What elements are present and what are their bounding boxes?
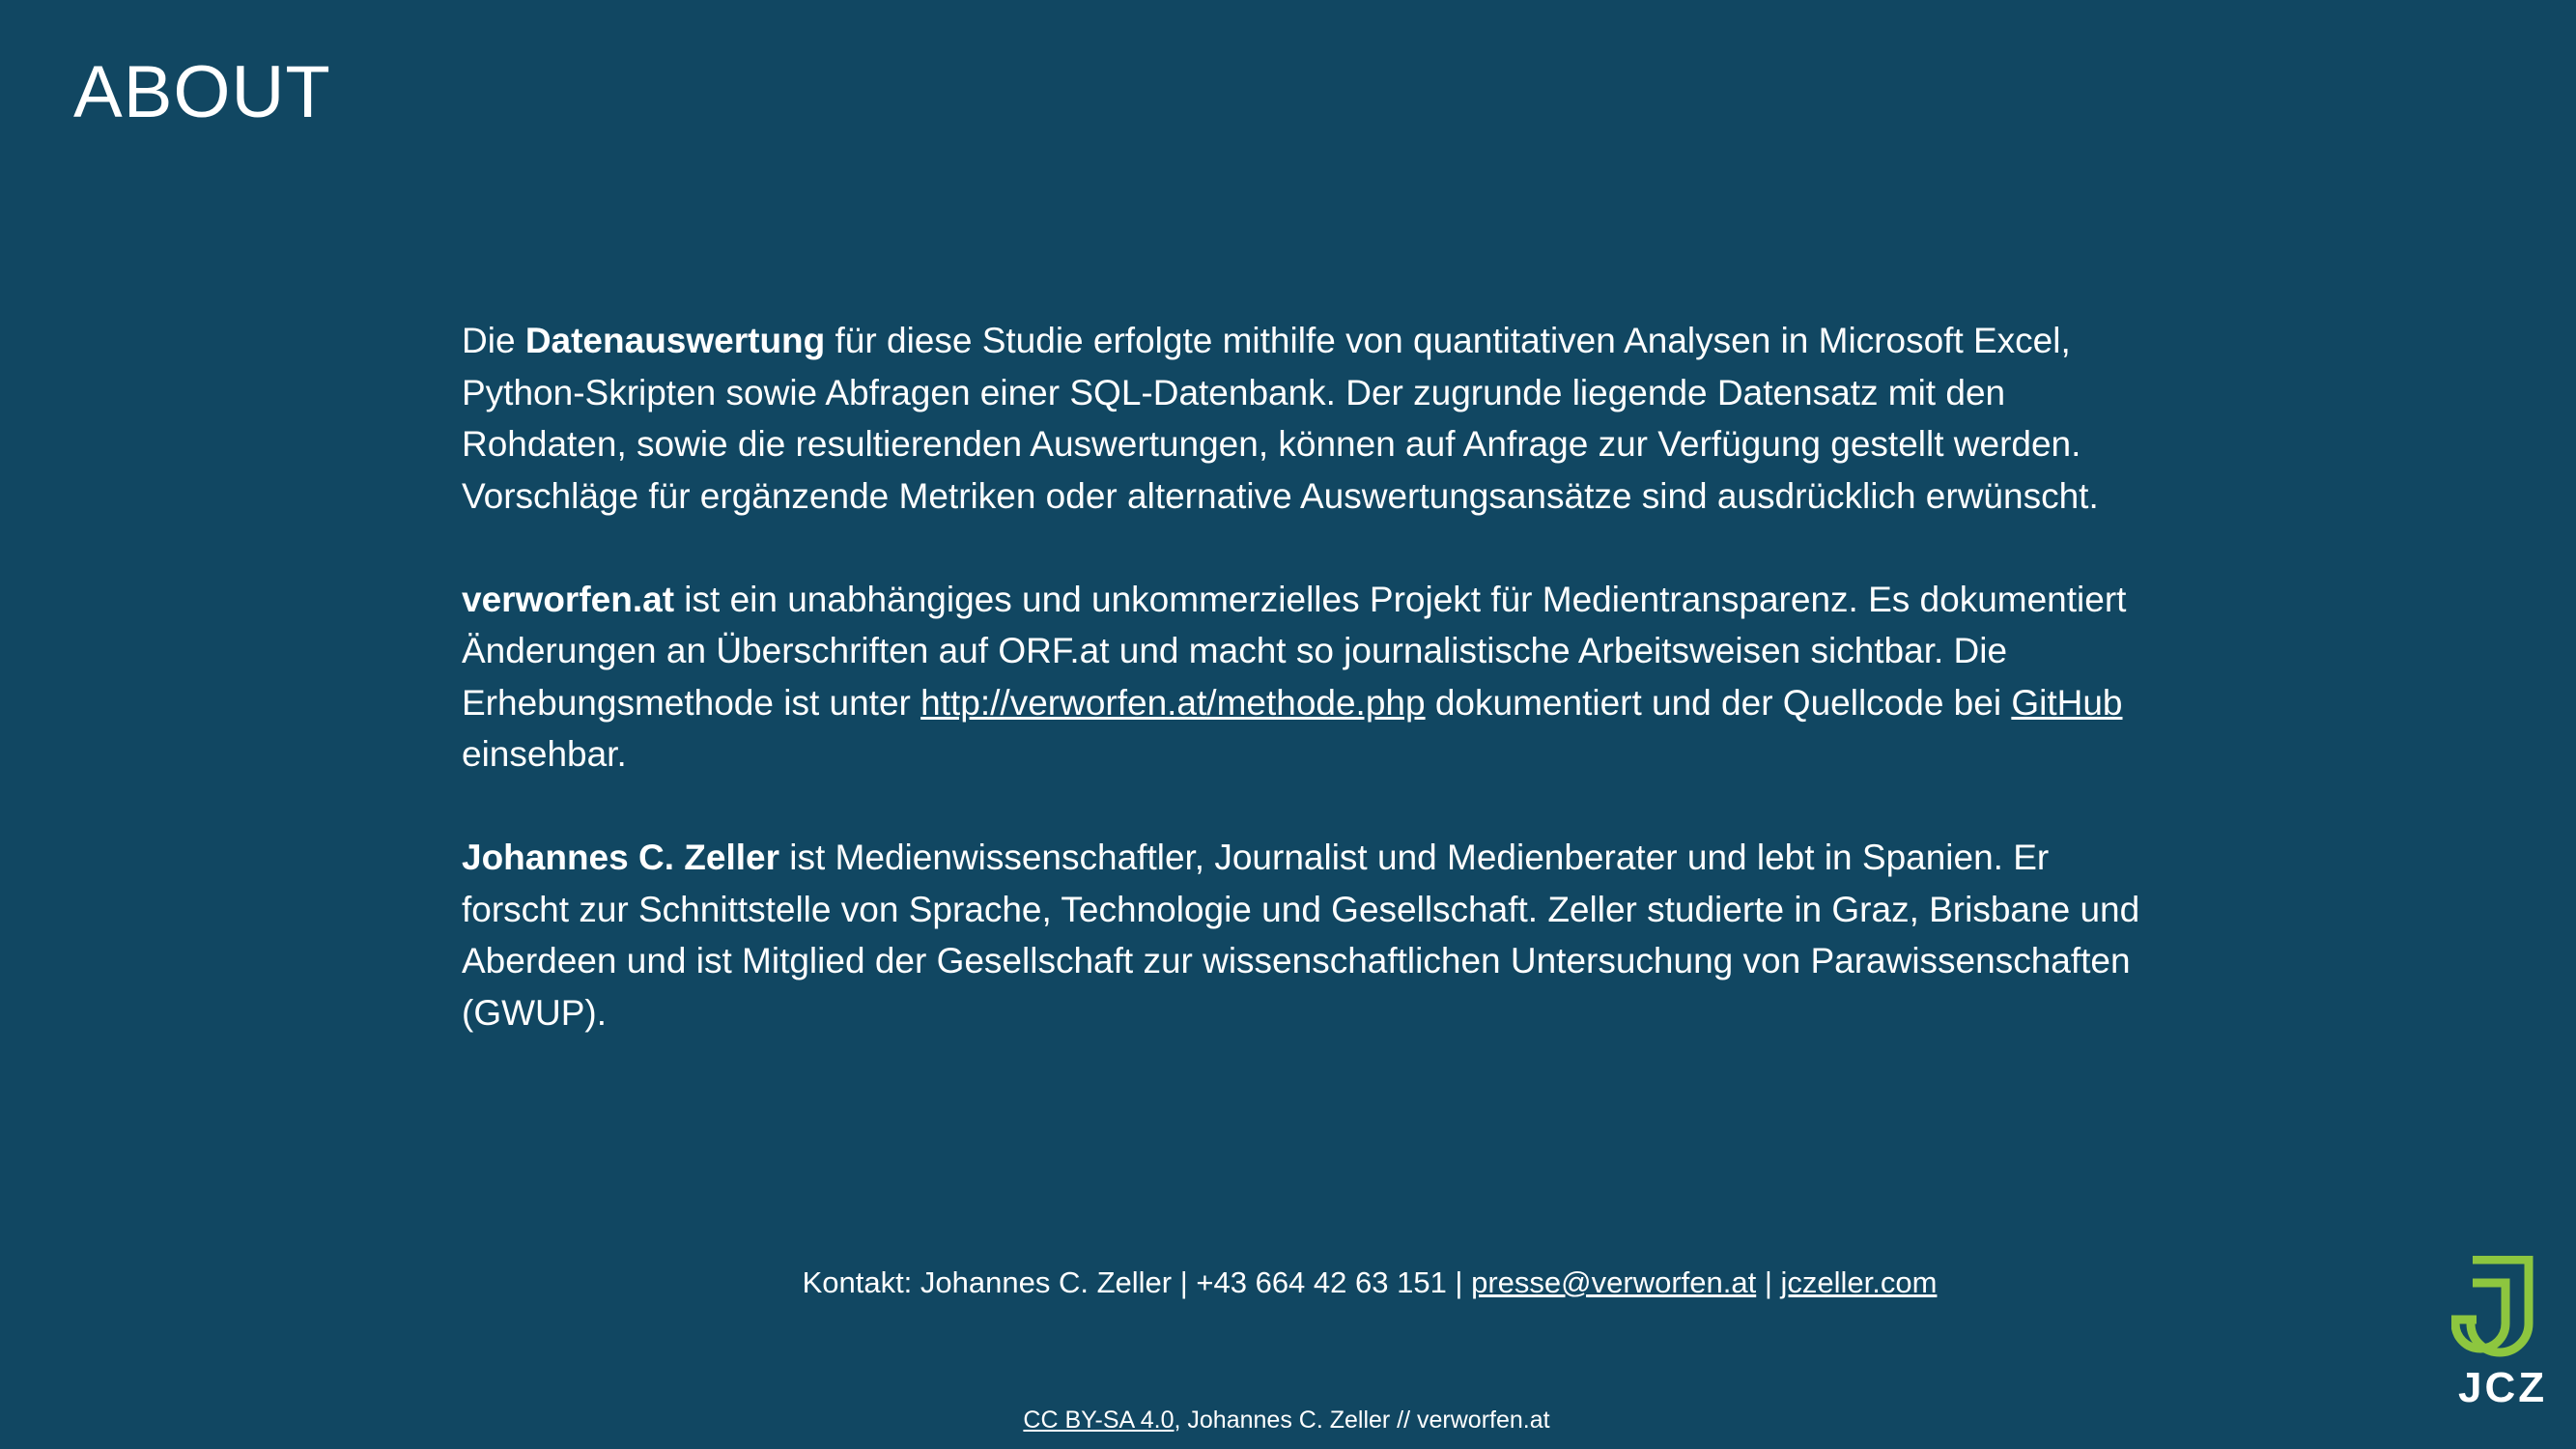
license-footer	[0, 1406, 2573, 1435]
text: einsehbar.	[462, 734, 627, 774]
text: für diese Studie erfolgte mithilfe von quantitativen Analysen in Microsoft Excel, Python-Skripten sowie Abfragen einer SQL-Datenbank. Der zugrunde liegende Datensatz mit den Rohdaten, sowie die resultierenden Auswertungen, können auf Anfrage zur Verfügung gestellt werden. Vorschläge für ergänzende Metriken oder alternative Auswertungsansätze sind ausdrücklich erwünscht.	[462, 321, 2099, 516]
text: Die	[462, 321, 525, 360]
bold-lead: Datenauswertung	[524, 321, 826, 360]
footer-text: , Johannes C. Zeller // verworfen.at	[1174, 1406, 1550, 1434]
method-link[interactable]: http://verworfen.at/methode.php	[920, 682, 1426, 723]
website-link[interactable]: jczeller.com	[1780, 1265, 1938, 1299]
bold-lead: verworfen.at	[462, 579, 675, 619]
text: ist ein unabhängiges und unkommerzielles Projekt für Medientransparenz. Es dokumentiert Änderungen an Überschriften auf ORF.at und macht so journalistische Arbeitsweisen sichtbar. Die Erhebungsmethode ist unter	[462, 579, 2127, 723]
license-link[interactable]: CC BY-SA 4.0	[1023, 1406, 1175, 1434]
paragraph-author	[462, 832, 2142, 1038]
separator: |	[1756, 1265, 1781, 1299]
contact-line	[0, 1265, 2576, 1300]
bold-lead: Johannes C. Zeller	[462, 838, 779, 877]
contact-text: Kontakt: Johannes C. Zeller | +43 664 42 63 151 |	[802, 1265, 1472, 1299]
email-link[interactable]: presse@verworfen.at	[1471, 1265, 1757, 1299]
paragraph-data-analysis	[462, 315, 2142, 522]
text: ist Medienwissenschaftler, Journalist und Medienberater und lebt in Spanien. Er forscht zur Schnittstelle von Sprache, Technologie und Gesellschaft. Zeller studierte in Graz, Brisbane und Aberdeen und ist Mitglied der Gesellschaft zur wissenschaftlichen Untersuchung von Parawissenschaften (GWUP).	[462, 838, 2140, 1033]
github-link[interactable]: GitHub	[2011, 682, 2123, 723]
page-title: ABOUT	[73, 51, 331, 133]
paragraph-project	[462, 574, 2142, 781]
text: dokumentiert und der Quellcode bei	[1425, 682, 2012, 723]
logo-text: JCZ	[2458, 1364, 2548, 1411]
about-body	[462, 315, 2142, 1091]
